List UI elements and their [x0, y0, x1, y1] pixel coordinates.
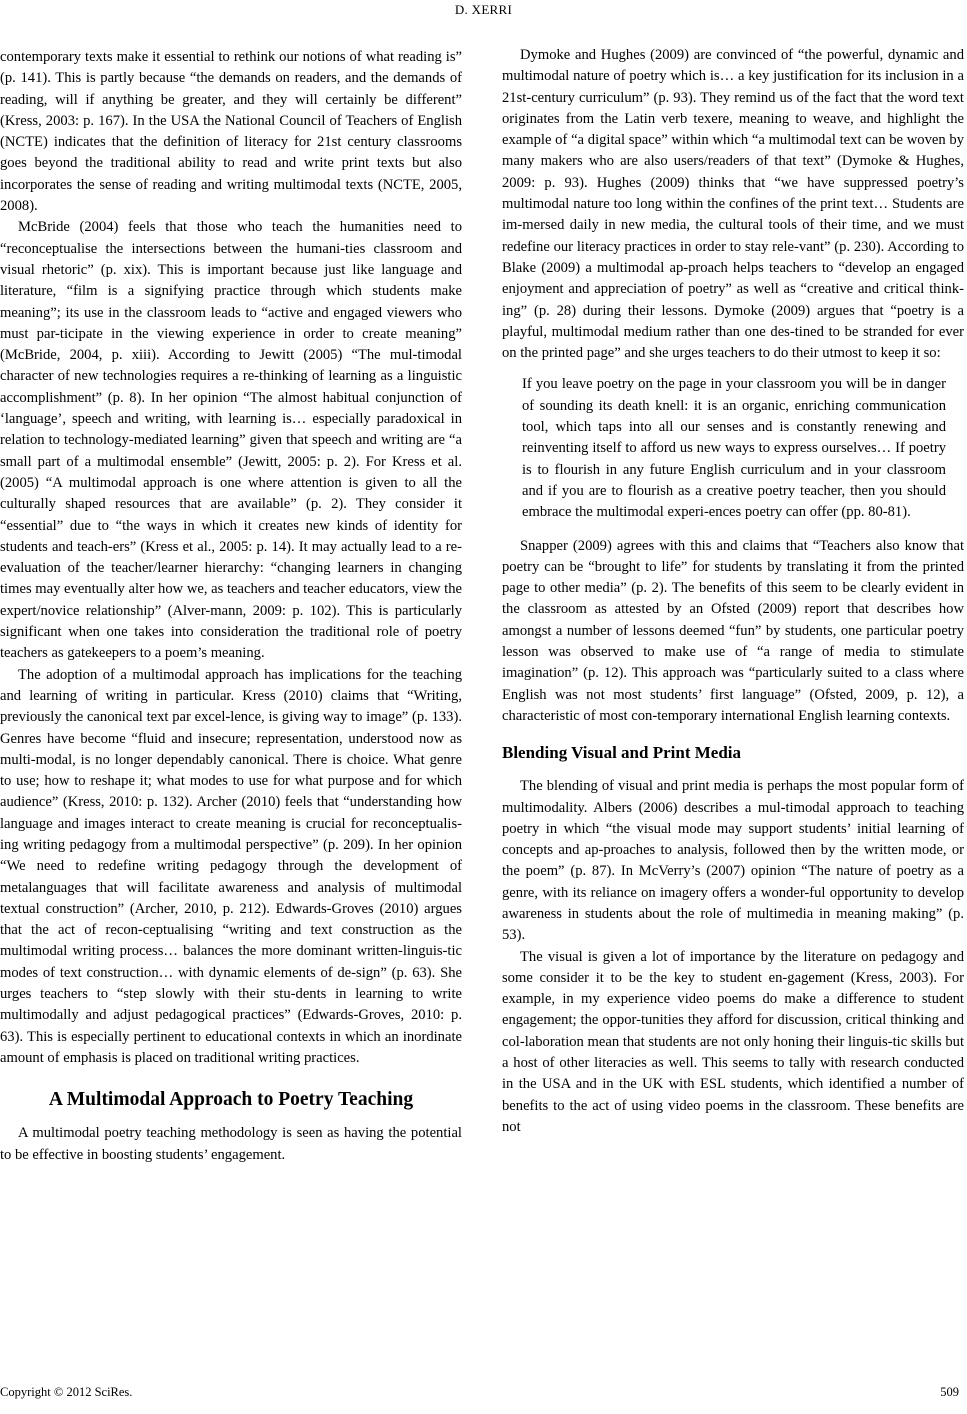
body-paragraph: Snapper (2009) agrees with this and claims that “Teachers also know that poetry can be “brought to life” for students by translating it from the printed page to other media” (p. 2). The benefits of this seem to be clearly evident in the classroom as attested by an Ofsted (2009) report that describes how amongst a number of lessons deemed “fun” by students, one particular poetry lesson was observed to make use of “a range of media to stimulate imagination” (p. 12). This approach was “particularly suited to a class where English was not most students’ first language” (Ofsted, 2009, p. 12), a characteristic of most con-temporary international English learning contexts. [502, 537, 964, 724]
block-quote: If you leave poetry on the page in your classroom you will be in danger of sounding its death knell: it is an organic, enriching communication tool, which taps into all our senses and is constantly renewing and reinventing itself to afford us new ways to express ourselves… If poetry is to flourish in any future English curriculum and in your classroom and if you are to flourish as a creative poetry teacher, then you should embrace the multimodal experi-ences poetry can offer (pp. 80-81). [522, 376, 946, 521]
body-paragraph: Dymoke and Hughes (2009) are convinced of “the powerful, dynamic and multimodal nature of poetry which is… a key justification for its inclusion in a 21st-century curriculum” (p. 93). They remind us of the fact that the word text originates from the Latin verb texere, meaning to weave, and highlight the example of “a digital space” within which “a multimodal text can be woven by many makers who are also users/readers of that text” (Dymoke & Hughes, 2009: p. 93). Hughes (2009) thinks that “we have suppressed poetry’s multimodal nature too long within the confines of the print text… Students are im-mersed daily in new media, the cultural tools of their time, and we must redefine our literacy practices in order to stay rele-vant” (p. 230). According to Blake (2009) a multimodal ap-proach helps teachers to “develop an engaged enjoyment and appreciation of poetry” as well as “creative and critical think-ing” (p. 28) during their lessons. Dymoke (2009) argues that “poetry is a playful, multimodal medium rather than one des-tined to be stranded for ever on the printed page” and she urges teachers to do their utmost to keep it so: [502, 47, 964, 362]
body-paragraph: McBride (2004) feels that those who teach the humanities need to “reconceptualise the intersections between the humani-ties classroom and visual rhetoric” (p. xix). This is important because just like language and literature, “film is a signifying practice through which students make meaning”; its use in the classroom leads to “active and engaged viewers who must par-ticipate in the viewing experience in order to create meaning” (McBride, 2004, p. xiii). According to Jewitt (2005) “The mul-timodal character of new technologies requires a re-thinking of learning as a linguistic accomplishment” (p. 8). In her opinion “The almost habitual conjunction of ‘language’, speech and writing, with learning is… especially paradoxical in relation to technology-mediated learning” given that speech and writing are “a small part of a multimodal ensemble” (Jewitt, 2005: p. 2). For Kress et al. (2005) “A multimodal approach is one where attention is given to all the culturally shaped resources that are available” (p. 2). They consider it “essential” due to “the ways in which it creates new kinds of identity for students and teach-ers” (Kress et al., 2005: p. 14). It may actually lead to a re-evaluation of the teacher/learner hierarchy: “changing learners in changing times may eventually alter how we, as teachers and teacher educators, view the expert/novice relationship” (Alver-mann, 2009: p. 102). This is particularly significant when one takes into consideration the traditional role of poetry teachers as gatekeepers to a poem’s meaning. [0, 219, 462, 662]
running-header: D. XERRI [454, 2, 513, 17]
body-paragraph: The blending of visual and print media is perhaps the most popular form of multimodality. Albers (2006) describes a mul-timodal approach to teaching poetry in which “the visual mode may support students’ initial learning of concepts and ap-proaches to analysis, followed then by the written mode, or the poem” (p. 87). In McVerry’s (2007) opinion “The nature of poetry as a genre, with its reliance on imagery offers a wonder-ful opportunity to develop awareness in students about the role of multimedia in meaning making” (p. 53). [502, 778, 964, 944]
section-heading: Blending Visual and Print Media [502, 743, 741, 763]
page-number: 509 [940, 1385, 959, 1399]
section-heading: A Multimodal Approach to Poetry Teaching [48, 1089, 414, 1111]
body-paragraph: The visual is given a lot of importance by the literature on pedagogy and some consider it to be the key to student en-gagement (Kress, 2003). For example, in my experience video poems do make a difference to student engagement; the oppor-tunities they afford for discussion, critical thinking and col-laboration mean that students are not only honing their linguis-tic skills but a host of other literacies as well. This seems to tally with research conducted in the USA and in the UK with ESL students, which identified a number of benefits to the act of using video poems in the classroom. These benefits are not [502, 948, 964, 1135]
body-paragraph: contemporary texts make it essential to rethink our notions of what reading is” (p. 141). This is partly because “the demands on readers, and the demands of reading, will if anything be greater, and they will certainly be different” (Kress, 2003: p. 167). In the USA the National Council of Teachers of English (NCTE) indicates that the definition of literacy for 21st century classrooms goes beyond the traditional ability to read and write print texts but also incorporates the sense of reading and writing multimodal texts (NCTE, 2005, 2008). [0, 49, 462, 215]
right-column [502, 45, 964, 1138]
body-paragraph: The adoption of a multimodal approach has implications for the teaching and learning of writing in particular. Kress (2010) claims that “Writing, previously the canonical text par excel-lence, is giving way to image” (p. 133). Genres have become “fluid and insecure; representation, understood now as multi-modal, is no longer dependably canonical. There is choice. What genre to use; how to reshape it; what modes to use for what purpose and for which audience” (Kress, 2010: p. 132). Archer (2010) feels that “understanding how language and images interact to create meaning is crucial for reconceptualis-ing writing pedagogy from a multimodal perspective” (p. 209). In her opinion “We need to redefine writing pedagogy through the development of metalanguages that will facilitate awareness and analysis of multimodal textual construction” (Archer, 2010, p. 212). Edwards-Groves (2010) argues that the act of recon-ceptualising “writing and text construction as the multimodal writing process… balances the more dominant written-linguis-tic modes of text construction… with dynamic elements of de-sign” (p. 63). She urges teachers to “step slowly with their stu-dents in learning to write multimodally and adjust pedagogical practices” (Edwards-Groves, 2010: p. 63). This is especially pertinent to educational contexts in which an inordinate amount of emphasis is placed on traditional writing practices. [0, 666, 462, 1066]
left-column [0, 47, 462, 1166]
copyright-notice: Copyright © 2012 SciRes. [0, 1385, 133, 1399]
body-paragraph: A multimodal poetry teaching methodology is seen as having the potential to be effective in boosting students’ engagement. [0, 1125, 462, 1163]
